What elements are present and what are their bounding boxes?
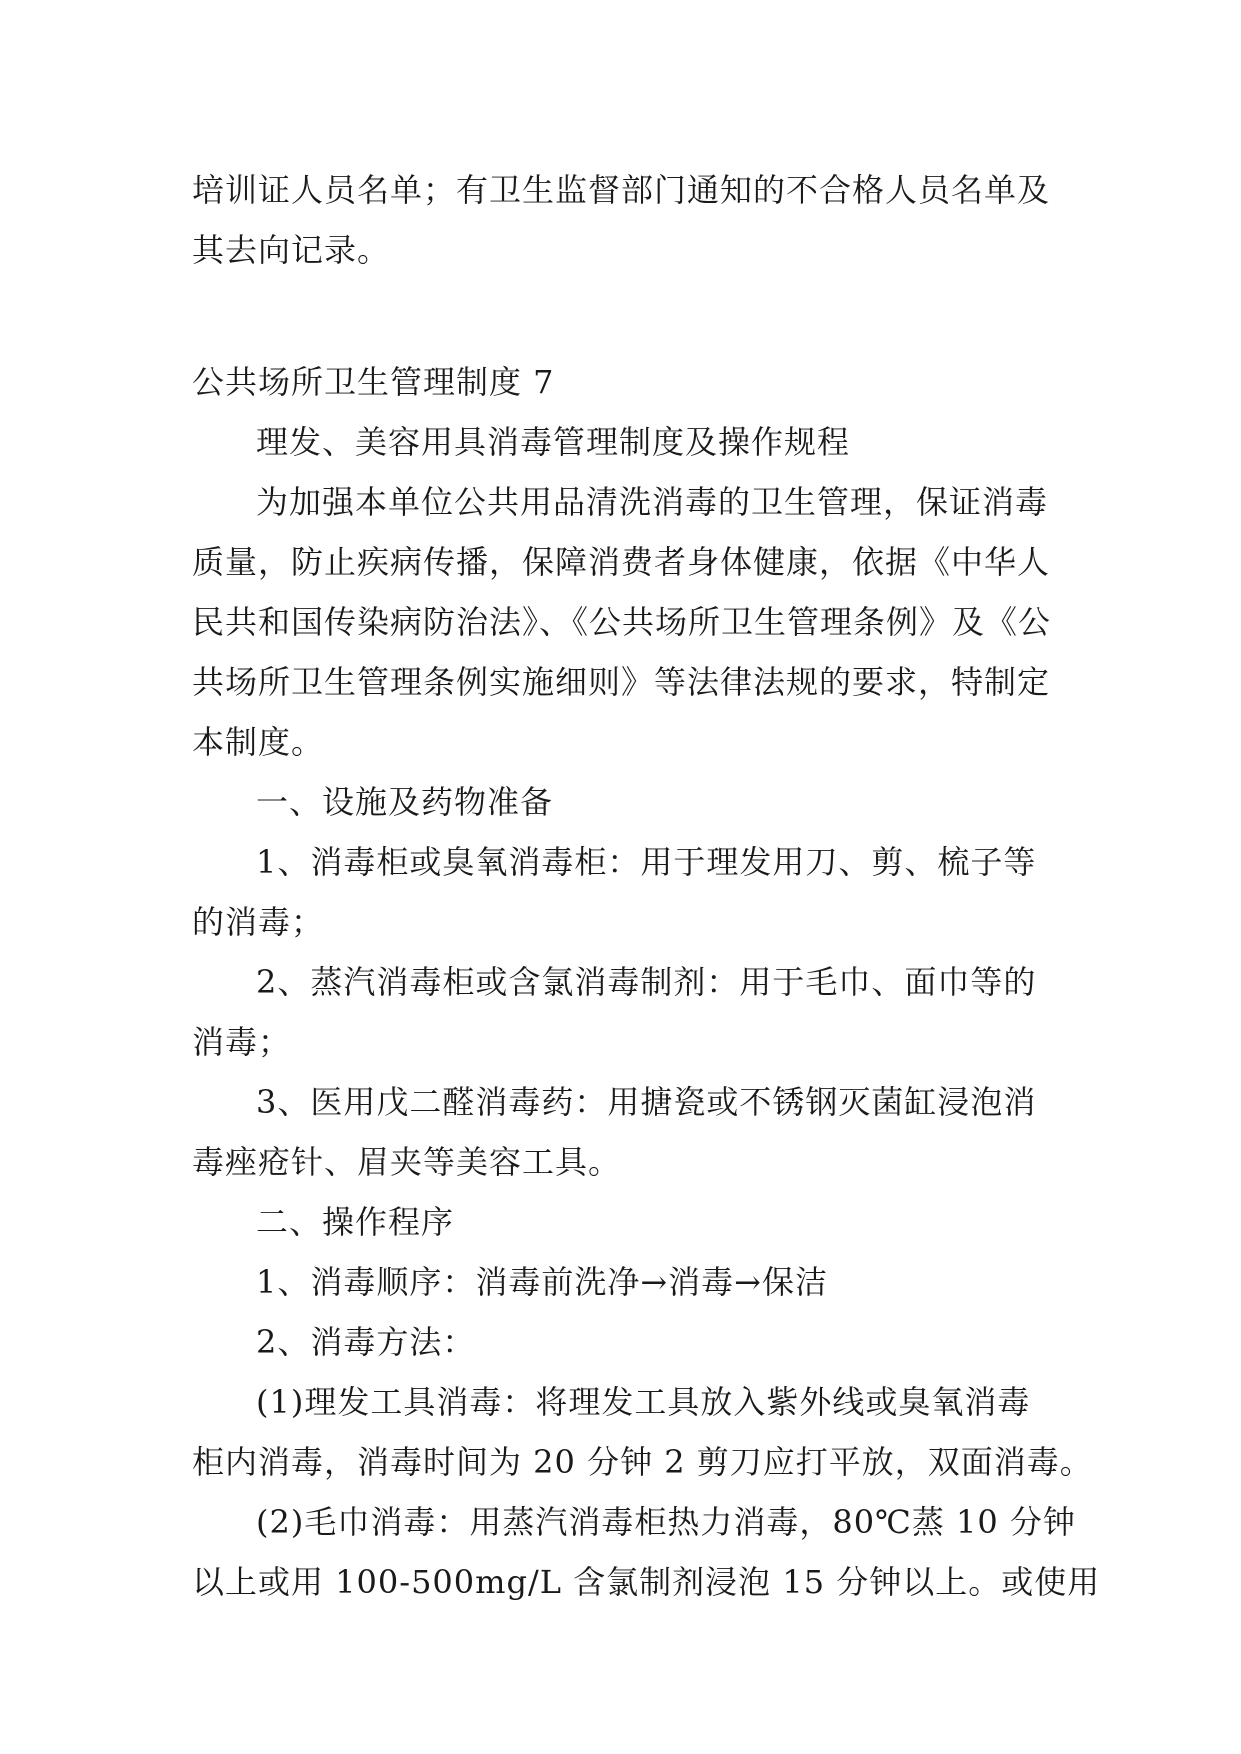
preamble-line-2: 质量，防止疾病传播，保障消费者身体健康，依据《中华人 <box>192 543 1051 581</box>
method-item-1-line-1: (1)理发工具消毒：将理发工具放入紫外线或臭氧消毒 <box>256 1383 1031 1421</box>
part2-step-2: 2、消毒方法： <box>256 1323 476 1361</box>
section-heading: 公共场所卫生管理制度 7 <box>192 363 555 401</box>
part2-step-1: 1、消毒顺序：消毒前洗净→消毒→保洁 <box>256 1263 828 1301</box>
method-item-2-line-2: 以上或用 100-500mg/L 含氯制剂浸泡 15 分钟以上。或使用 <box>192 1563 1101 1601</box>
intro-line-1: 培训证人员名单；有卫生监督部门通知的不合格人员名单及 <box>192 171 1051 209</box>
part1-heading: 一、设施及药物准备 <box>256 783 554 821</box>
method-item-2-line-1: (2)毛巾消毒：用蒸汽消毒柜热力消毒，80℃蒸 10 分钟 <box>256 1503 1076 1541</box>
preamble-line-3: 民共和国传染病防治法》、《公共场所卫生管理条例》及《公 <box>192 603 1052 641</box>
part1-item-3-line-2: 毒痤疮针、眉夹等美容工具。 <box>192 1143 622 1181</box>
method-item-1-line-2: 柜内消毒，消毒时间为 20 分钟 2 剪刀应打平放，双面消毒。 <box>192 1443 1093 1481</box>
preamble-line-5: 本制度。 <box>192 723 325 761</box>
document-title: 理发、美容用具消毒管理制度及操作规程 <box>256 423 851 461</box>
document-page <box>192 160 1101 1612</box>
part1-item-1-line-2: 的消毒； <box>192 903 325 941</box>
part1-item-2-line-1: 2、蒸汽消毒柜或含氯消毒制剂：用于毛巾、面巾等的 <box>256 963 1037 1001</box>
part2-heading: 二、操作程序 <box>256 1203 455 1241</box>
paragraph-gap <box>192 280 1062 348</box>
preamble-line-1: 为加强本单位公共用品清洗消毒的卫生管理，保证消毒 <box>256 483 1049 521</box>
preamble-line-4: 共场所卫生管理条例实施细则》等法律法规的要求，特制定 <box>192 663 1051 701</box>
part1-item-1-line-1: 1、消毒柜或臭氧消毒柜：用于理发用刀、剪、梳子等 <box>256 843 1037 881</box>
part1-item-3-line-1: 3、医用戊二醛消毒药：用搪瓷或不锈钢灭菌缸浸泡消 <box>256 1083 1037 1121</box>
part1-item-2-line-2: 消毒； <box>192 1023 292 1061</box>
intro-line-2: 其去向记录。 <box>192 231 391 269</box>
